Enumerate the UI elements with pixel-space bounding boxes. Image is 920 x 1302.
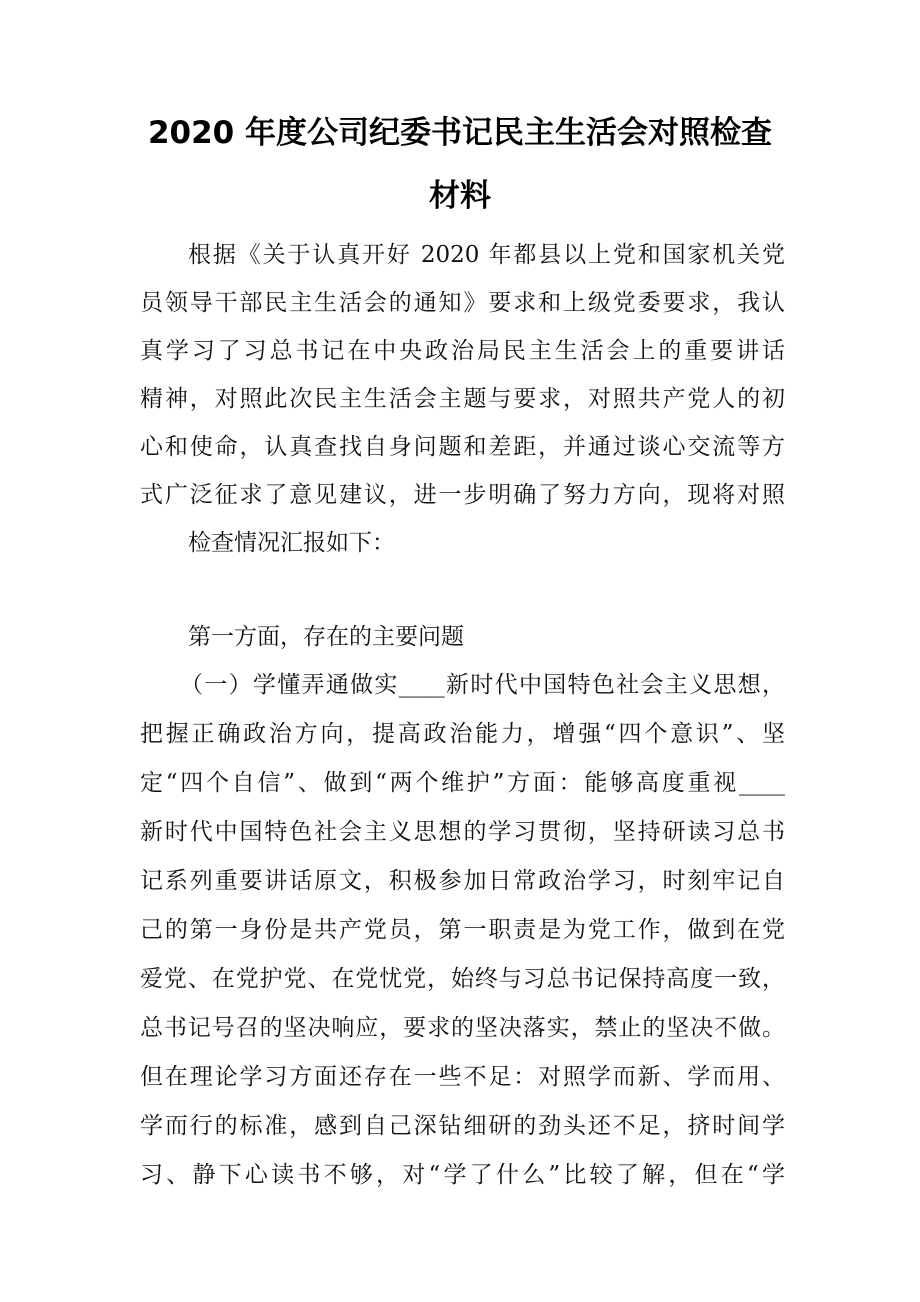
section-body-line: 习、静下心读书不够，对“学了什么”比较了解，但在“学 — [140, 1162, 785, 1188]
intro-line: 检查情况汇报如下： — [188, 530, 395, 556]
intro-line: 心和使命，认真查找自身问题和差距，并通过谈心交流等方 — [140, 434, 785, 460]
section-body-line: 新时代中国特色社会主义思想的学习贯彻，坚持研读习总书 — [140, 819, 785, 845]
intro-line: 根据《关于认真开好 2020 年都县以上党和国家机关党 — [188, 242, 785, 268]
section-body-line: 定“四个自信”、做到“两个维护”方面：能够高度重视____ — [140, 770, 785, 796]
section-body-line: 记系列重要讲话原文，积极参加日常政治学习，时刻牢记自 — [140, 868, 785, 894]
intro-line: 员领导干部民主生活会的通知》要求和上级党委要求，我认 — [140, 290, 785, 316]
section-body-line: 爱党、在党护党、在党忧党，始终与习总书记保持高度一致， — [140, 966, 785, 992]
document-title-line-1: 2020 年度公司纪委书记民主生活会对照检查 — [147, 115, 773, 151]
section-body-line: 己的第一身份是共产党员，第一职责是为党工作，做到在党 — [140, 917, 785, 943]
document-title-line-2: 材料 — [429, 178, 491, 214]
section-body-line: 学而行的标准，感到自己深钻细研的劲头还不足，挤时间学 — [140, 1113, 785, 1139]
intro-line: 式广泛征求了意见建议，进一步明确了努力方向，现将对照 — [140, 482, 785, 508]
section-body-line: （一）学懂弄通做实____新时代中国特色社会主义思想， — [180, 672, 785, 698]
intro-line: 真学习了习总书记在中央政治局民主生活会上的重要讲话 — [140, 338, 785, 364]
section-heading: 第一方面，存在的主要问题 — [188, 624, 464, 650]
section-body-line: 但在理论学习方面还存在一些不足：对照学而新、学而用、 — [140, 1064, 785, 1090]
intro-line: 精神，对照此次民主生活会主题与要求，对照共产党人的初 — [140, 386, 785, 412]
section-body-line: 总书记号召的坚决响应，要求的坚决落实，禁止的坚决不做。 — [140, 1015, 785, 1041]
section-body-line: 把握正确政治方向，提高政治能力，增强“四个意识”、坚 — [140, 721, 785, 747]
